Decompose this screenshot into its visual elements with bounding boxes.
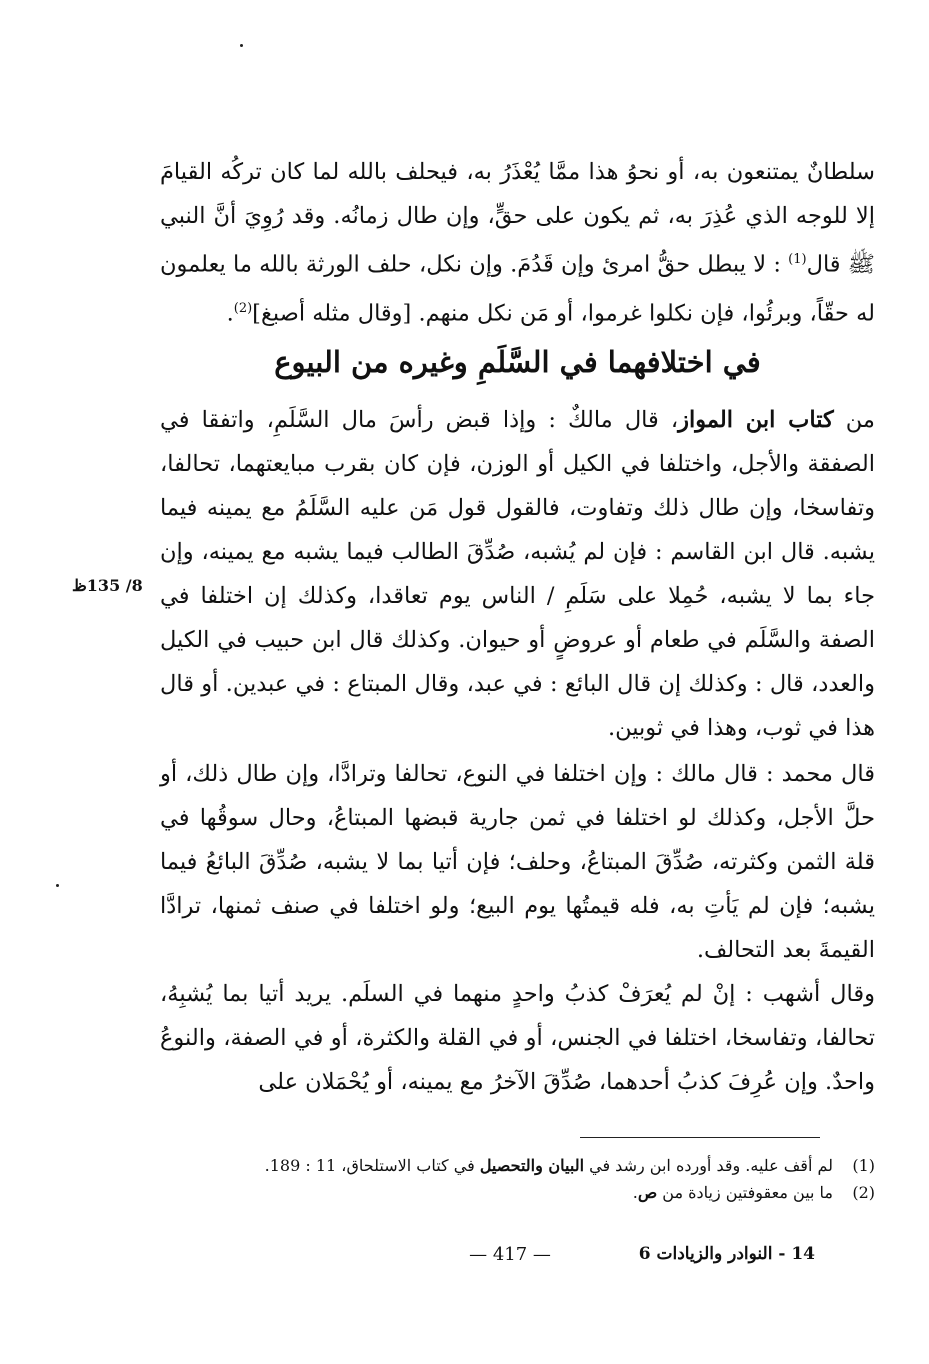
- footnote-text: في كتاب الاستلحاق، 11 : 189.: [264, 1156, 480, 1175]
- footnote-divider: [580, 1137, 820, 1138]
- footnote-marker-1[interactable]: (1): [788, 252, 807, 267]
- paragraph-1: [160, 150, 875, 335]
- speck-mark: [56, 884, 59, 887]
- footnote-text: لم أقف عليه. وقد أورده ابن رشد في: [584, 1156, 833, 1175]
- footnotes: [160, 1152, 875, 1206]
- book-title: كتاب ابن المواز: [678, 407, 834, 433]
- margin-folio-note: 8/ 135ظ: [72, 576, 143, 595]
- signature-mark: 14 - النوادر والزيادات 6: [638, 1244, 815, 1264]
- section-heading: في اختلافهما في السَّلَمِ وغيره من البيوع: [274, 345, 761, 379]
- page-footer: [160, 1244, 875, 1274]
- paragraph-1-text: سلطانٌ يمتنعون به، أو نحوُ هذا ممَّا يُعْذَرُ به، فيحلف بالله لما كان تركُه القيامَ إلا للوجه الذي عُذِرَ به، ثم يكون على حقٍّ، وإن طال زمانُه. وقد رُوِيَ أنَّ النبي ﷺ قال: [160, 159, 875, 278]
- footnote-2: [160, 1179, 875, 1206]
- speck-mark: [240, 44, 243, 47]
- footnote-number: (2): [852, 1183, 875, 1202]
- footnote-marker-2[interactable]: (2): [233, 300, 253, 316]
- footnote-number: (1): [852, 1156, 875, 1175]
- paragraph-4: [160, 972, 875, 1104]
- page-number: — 417 —: [469, 1244, 551, 1265]
- paragraph-1-end: .: [226, 300, 234, 326]
- footnote-text: ما بين معقوفتين زيادة من: [657, 1183, 833, 1202]
- paragraph-2-text: ، قال مالكٌ : وإذا قبض رأسَ مال السَّلَمِ، واتفقا في الصفقة والأجل، واختلفا في الكيل أو الوزن، فإن كان بقرب مبايعتهما، تحالفا، وتفاسخا، وإن طال ذلك وتفاوت، فالقول قول مَن عليه السَّلَمُ مع يمينه فيما يشبه. قال ابن القاسم : فإن لم يُشبه، صُدِّقَ الطالب فيما يشبه مع يمينه، وإن جاء بما لا يشبه، حُمِلا على سَلَمِ / الناس يوم تعاقدا، وكذلك إن اختلفا في الصفة والسَّلَم في طعام أو عروضٍ أو حيوان. وكذلك قال ابن حبيب في الكيل والعدد، قال : وكذلك إن قال البائع : في عبد، وقال المبتاع : في عبدين. أو قال هذا في ثوب، وهذا في ثوبين.: [160, 407, 875, 741]
- footnote-1: [160, 1152, 875, 1179]
- paragraph-2: [160, 398, 875, 750]
- paragraph-4-text: وقال أشهب : إنْ لم يُعرَفْ كذبُ واحدٍ منهما في السلَم. يريد أتيا بما يُشبِهُ، تحالفا، وتفاسخا، اختلفا في الجنس، أو في القلة والكثرة، أو في الصفة، والنوعُ واحدٌ. وإن عُرِفَ كذبُ أحدهما، صُدِّقَ الآخرُ مع يمينه، أو يُحْمَلان على: [160, 981, 875, 1095]
- footnote-text: .: [632, 1183, 638, 1202]
- paragraph-1-text-cont: : لا يبطل حقُّ امرئ وإن قَدُمَ. وإن نكل، حلف الورثة بالله ما يعلمون له حقّاً، وبرئُوا، فإن نكلوا غرموا، أو مَن نكل منهم. [وقال مثله أصبغ]: [160, 251, 875, 326]
- paragraph-3: [160, 752, 875, 972]
- paragraph-3-text: قال محمد : قال مالك : وإن اختلفا في النوع، تحالفا وترادَّا، وإن طال ذلك، أو حلَّ الأجل، وكذلك لو اختلفا في ثمن جارية قبضها المبتاعُ، وحال سوقُها في قلة الثمن وكثرته، صُدِّقَ المبتاعُ، وحلف؛ فإن أتيا بما لا يشبه، صُدِّقَ البائعُ فيما يشبه؛ فإن لم يَأتِ به، فله قيمتُها يوم البيع؛ ولو اختلفا في صنف ثمنها، ترادَّا القيمةَ بعد التحالف.: [160, 761, 875, 963]
- footnote-book-title: البيان والتحصيل: [479, 1156, 585, 1175]
- footnote-source: ص: [637, 1183, 658, 1202]
- paragraph-2-intro: من: [833, 407, 875, 433]
